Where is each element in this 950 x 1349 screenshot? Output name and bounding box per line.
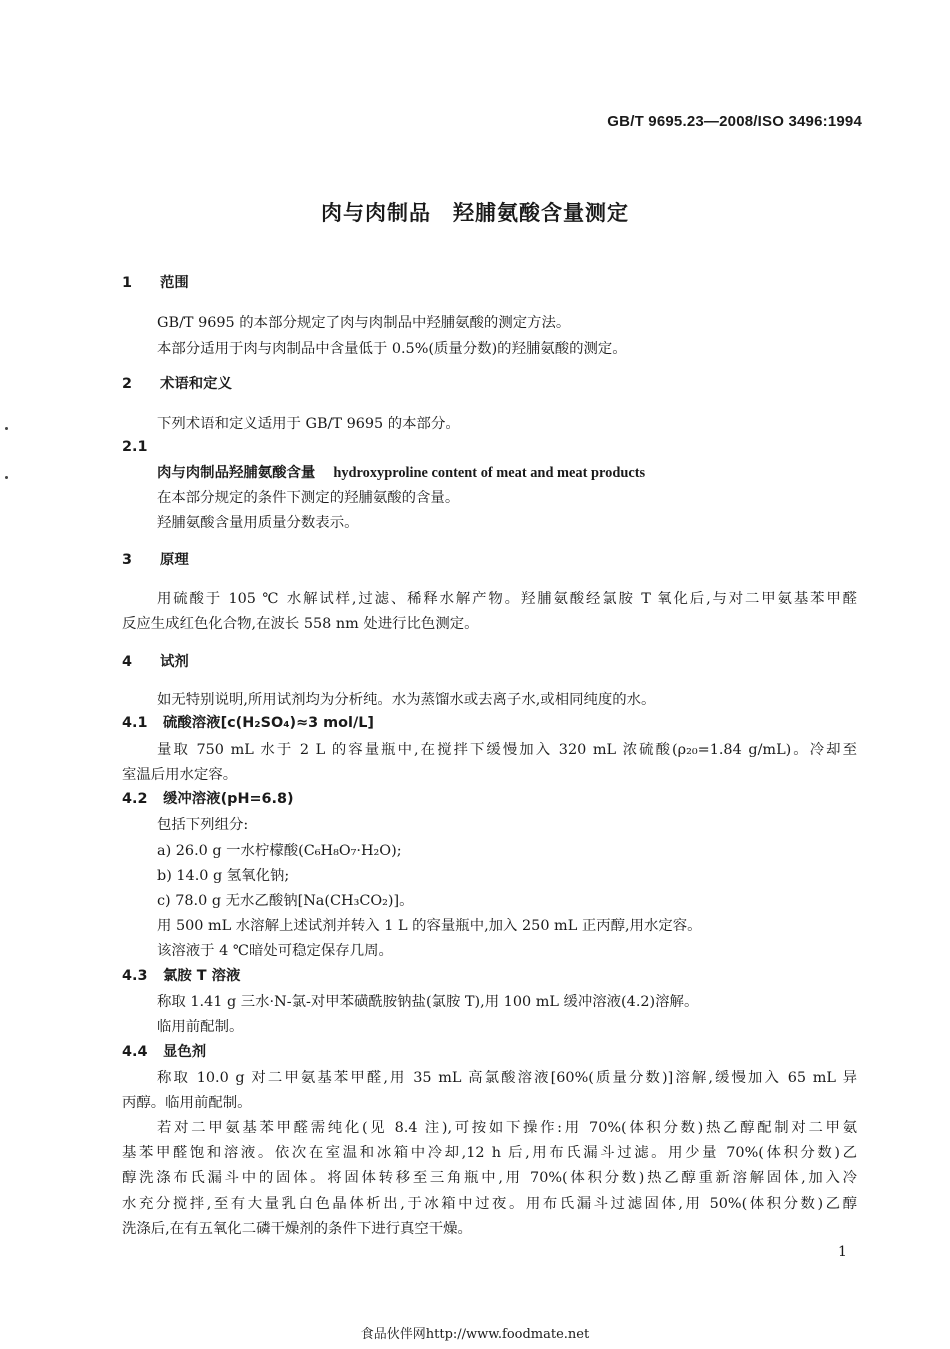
section-4-heading: 4 试剂 bbox=[122, 654, 189, 670]
section-1-para-1: GB/T 9695 的本部分规定了肉与肉制品中羟脯氨酸的测定方法。 bbox=[157, 315, 571, 331]
section-4-3-para-1: 称取 1.41 g 三水·N-氯-对甲苯磺酰胺钠盐(氯胺 T),用 100 mL 缓冲溶液(4.2)溶解。 bbox=[157, 994, 699, 1010]
section-4-1-para-1: 量取 750 mL 水于 2 L 的容量瓶中,在搅拌下缓慢加入 320 mL 浓硫酸(ρ₂₀=1.84 g/mL)。冷却至 bbox=[157, 742, 857, 758]
section-4-4-para-3: 若对二甲氨基苯甲醛需纯化(见 8.4 注),可按如下操作:用 70%(体积分数)热乙醇配制对二甲氨 bbox=[157, 1120, 857, 1136]
section-4-para-1: 如无特别说明,所用试剂均为分析纯。水为蒸馏水或去离子水,或相同纯度的水。 bbox=[157, 692, 656, 708]
section-3-heading: 3 原理 bbox=[122, 552, 189, 568]
scan-mark bbox=[5, 476, 8, 479]
page-title bbox=[0, 197, 950, 227]
section-2-1-para-1: 在本部分规定的条件下测定的羟脯氨酸的含量。 bbox=[157, 490, 460, 506]
section-4-4-para-6: 水充分搅拌,至有大量乳白色晶体析出,于冰箱中过夜。用布氏漏斗过滤固体,用 50%(体积分数)乙醇 bbox=[122, 1196, 857, 1212]
section-4-2-item-b: b) 14.0 g 氢氧化钠; bbox=[157, 868, 290, 884]
section-1-heading: 1 范围 bbox=[122, 275, 189, 291]
section-2-1-number: 2.1 bbox=[122, 439, 148, 455]
section-2-1-para-2: 羟脯氨酸含量用质量分数表示。 bbox=[157, 515, 359, 531]
section-3-para-2: 反应生成红色化合物,在波长 558 nm 处进行比色测定。 bbox=[122, 616, 479, 632]
section-3-para-1: 用硫酸于 105 ℃ 水解试样,过滤、稀释水解产物。羟脯氨酸经氯胺 T 氧化后,与对二甲氨基苯甲醛 bbox=[157, 591, 857, 607]
title-part-1: 肉与肉制品 bbox=[321, 201, 431, 225]
section-4-2-item-c: c) 78.0 g 无水乙酸钠[Na(CH₃CO₂)]。 bbox=[157, 893, 414, 909]
section-2-heading: 2 术语和定义 bbox=[122, 376, 232, 392]
section-4-2-para-1: 包括下列组分: bbox=[157, 817, 249, 833]
section-4-4-para-7: 洗涤后,在有五氧化二磷干燥剂的条件下进行真空干燥。 bbox=[122, 1221, 472, 1237]
section-4-4-para-4: 基苯甲醛饱和溶液。依次在室温和冰箱中冷却,12 h 后,用布氏漏斗过滤。用少量 70%(体积分数)乙 bbox=[122, 1145, 857, 1161]
scan-mark bbox=[5, 427, 8, 430]
section-4-1-heading: 4.1 硫酸溶液[c(H₂SO₄)≈3 mol/L] bbox=[122, 715, 374, 731]
footer-watermark: 食品伙伴网http://www.foodmate.net bbox=[360, 1327, 590, 1342]
section-4-2-heading: 4.2 缓冲溶液(pH=6.8) bbox=[122, 791, 294, 807]
section-4-2-para-2: 用 500 mL 水溶解上述试剂并转入 1 L 的容量瓶中,加入 250 mL 正丙醇,用水定容。 bbox=[157, 918, 702, 934]
section-2-1-term bbox=[157, 463, 645, 483]
section-4-3-para-2: 临用前配制。 bbox=[157, 1019, 244, 1035]
section-4-3-heading: 4.3 氯胺 T 溶液 bbox=[122, 968, 241, 984]
term-english: hydroxyproline content of meat and meat products bbox=[333, 465, 646, 481]
section-4-4-para-1: 称取 10.0 g 对二甲氨基苯甲醛,用 35 mL 高氯酸溶液[60%(质量分数)]溶解,缓慢加入 65 mL 异 bbox=[157, 1070, 857, 1086]
section-4-2-item-a: a) 26.0 g 一水柠檬酸(C₆H₈O₇·H₂O); bbox=[157, 843, 402, 859]
section-4-4-para-5: 醇洗涤布氏漏斗中的固体。将固体转移至三角瓶中,用 70%(体积分数)热乙醇重新溶解固体,加入冷 bbox=[122, 1170, 857, 1186]
section-2-para-1: 下列术语和定义适用于 GB/T 9695 的本部分。 bbox=[157, 416, 460, 432]
section-4-2-para-3: 该溶液于 4 ℃暗处可稳定保存几周。 bbox=[157, 943, 393, 959]
section-4-1-para-2: 室温后用水定容。 bbox=[122, 767, 238, 783]
section-1-para-2: 本部分适用于肉与肉制品中含量低于 0.5%(质量分数)的羟脯氨酸的测定。 bbox=[157, 341, 627, 357]
term-chinese: 肉与肉制品羟脯氨酸含量 bbox=[157, 465, 316, 481]
section-4-4-heading: 4.4 显色剂 bbox=[122, 1044, 207, 1060]
page-number: 1 bbox=[838, 1244, 847, 1260]
standard-code: GB/T 9695.23—2008/ISO 3496:1994 bbox=[607, 113, 862, 130]
section-4-4-para-2: 丙醇。临用前配制。 bbox=[122, 1095, 252, 1111]
title-part-2: 羟脯氨酸含量测定 bbox=[453, 201, 629, 225]
